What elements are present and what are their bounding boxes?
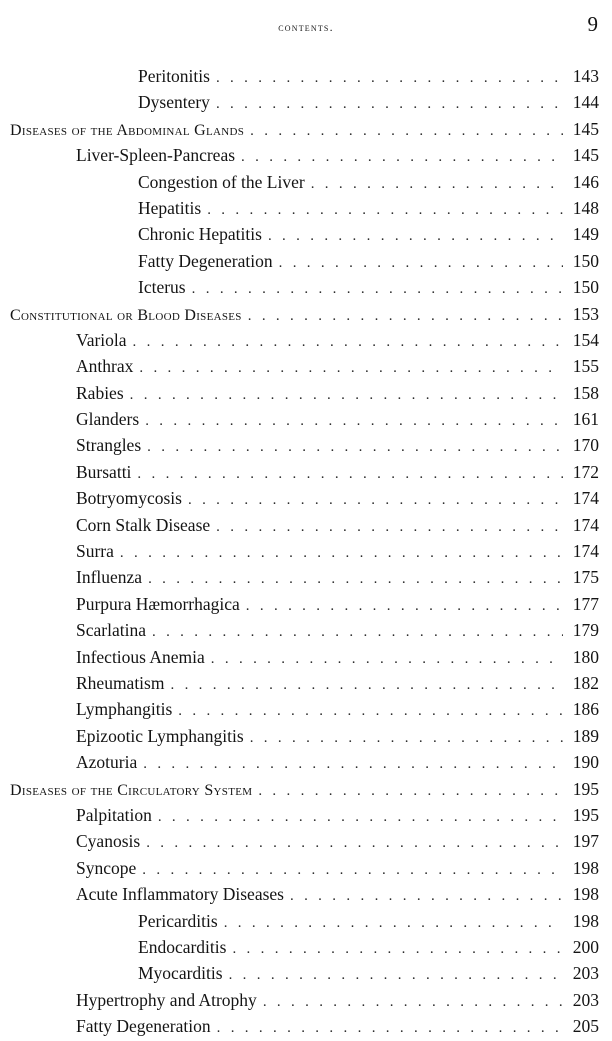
dot-leader xyxy=(178,698,563,724)
dot-leader xyxy=(217,1015,563,1041)
toc-entry xyxy=(0,987,612,1013)
toc-entry-title: Lymphangitis xyxy=(76,699,173,720)
toc-entry-title: Variola xyxy=(76,329,127,350)
toc-entry xyxy=(0,591,612,617)
toc-section-heading xyxy=(0,301,612,327)
toc-entry-title: Bursatti xyxy=(76,461,132,482)
dot-leader xyxy=(137,461,563,487)
toc-entry-title: Influenza xyxy=(76,567,143,588)
toc-entry-page: 190 xyxy=(572,752,599,773)
toc-entry-title: Anthrax xyxy=(76,356,134,377)
toc-entry-title: Icterus xyxy=(138,277,186,298)
toc-entry xyxy=(0,934,612,960)
toc-entry xyxy=(0,169,612,195)
toc-entry-title: Azoturia xyxy=(76,752,138,773)
toc-entry-title: Peritonitis xyxy=(138,66,210,86)
toc-entry-page: 186 xyxy=(572,699,599,720)
dot-leader xyxy=(211,646,563,672)
toc-entry-title: Epizootic Lymphangitis xyxy=(76,725,244,746)
toc-entry-page: 200 xyxy=(572,936,599,957)
toc-entry xyxy=(0,908,612,934)
toc-entry xyxy=(0,881,612,907)
toc-entry xyxy=(0,644,612,670)
toc-entry-page: 161 xyxy=(572,409,599,430)
toc-entry-page: 177 xyxy=(572,593,599,614)
toc-entry-page: 148 xyxy=(572,197,599,218)
toc-entry xyxy=(0,221,612,247)
dot-leader xyxy=(148,566,563,592)
toc-entry-page: 170 xyxy=(572,435,599,456)
toc-entry xyxy=(0,828,612,854)
dot-leader xyxy=(192,276,563,302)
toc-section-heading xyxy=(0,116,612,142)
toc-entry xyxy=(0,380,612,406)
toc-entry-page: 172 xyxy=(572,461,599,482)
dot-leader xyxy=(216,514,563,540)
dot-leader xyxy=(311,171,563,197)
toc-entry-page: 145 xyxy=(572,118,599,139)
toc-entry-page: 150 xyxy=(572,250,599,271)
dot-leader xyxy=(229,962,563,988)
toc-entry-title: Diseases of the Abdominal Glands xyxy=(10,121,245,139)
toc-entry-page: 205 xyxy=(572,1016,599,1037)
dot-leader xyxy=(216,91,563,117)
toc-entry-title: Scarlatina xyxy=(76,620,146,641)
toc-entry-title: Hypertrophy and Atrophy xyxy=(76,989,257,1010)
toc-section-heading xyxy=(0,776,612,802)
toc-entry-title: Rheumatism xyxy=(76,672,165,693)
toc-entry xyxy=(0,749,612,775)
table-of-contents xyxy=(0,63,612,1039)
toc-entry-page: 158 xyxy=(572,382,599,403)
dot-leader xyxy=(248,303,563,329)
toc-entry-page: 195 xyxy=(572,804,599,825)
toc-entry-page: 198 xyxy=(572,857,599,878)
toc-entry-page: 149 xyxy=(572,224,599,245)
toc-entry-title: Strangles xyxy=(76,435,142,456)
toc-entry-page: 197 xyxy=(572,831,599,852)
toc-entry-title: Purpura Hæmorrhagica xyxy=(76,593,240,614)
toc-entry xyxy=(0,353,612,379)
toc-entry xyxy=(0,459,612,485)
toc-entry-title: Botryomycosis xyxy=(76,488,182,509)
dot-leader xyxy=(290,883,563,909)
dot-leader xyxy=(130,382,563,408)
toc-entry-page: 198 xyxy=(572,910,599,931)
toc-entry-title: Palpitation xyxy=(76,804,152,825)
toc-entry-title: Diseases of the Circulatory System xyxy=(10,781,253,799)
dot-leader xyxy=(152,619,563,645)
toc-entry xyxy=(0,696,612,722)
toc-entry xyxy=(0,723,612,749)
dot-leader xyxy=(146,830,563,856)
toc-entry-title: Dysentery xyxy=(138,92,210,113)
dot-leader xyxy=(207,197,563,223)
dot-leader xyxy=(170,672,563,698)
toc-entry-page: 144 xyxy=(572,92,599,113)
dot-leader xyxy=(279,250,563,276)
toc-entry-page: 174 xyxy=(572,488,599,509)
toc-entry-title: Hepatitis xyxy=(138,197,202,218)
toc-entry-page: 174 xyxy=(572,514,599,535)
toc-entry-title: Corn Stalk Disease xyxy=(76,514,211,535)
toc-entry-title: Infectious Anemia xyxy=(76,646,205,667)
toc-entry xyxy=(0,195,612,221)
toc-entry-title: Constitutional or Blood Diseases xyxy=(10,306,242,324)
toc-entry xyxy=(0,802,612,828)
dot-leader xyxy=(232,936,563,962)
toc-entry-page: 155 xyxy=(572,356,599,377)
toc-entry xyxy=(0,248,612,274)
page-number: 9 xyxy=(587,12,598,36)
dot-leader xyxy=(145,408,563,434)
toc-entry-title: Fatty Degeneration xyxy=(76,1016,211,1037)
dot-leader xyxy=(188,487,563,513)
page-header xyxy=(0,12,612,42)
toc-entry xyxy=(0,855,612,881)
running-head: contents. xyxy=(278,20,334,34)
toc-entry xyxy=(0,432,612,458)
toc-entry-title: Endocarditis xyxy=(138,936,227,957)
toc-entry-page: 179 xyxy=(572,620,599,641)
dot-leader xyxy=(142,857,563,883)
dot-leader xyxy=(120,540,563,566)
toc-entry xyxy=(0,406,612,432)
dot-leader xyxy=(263,989,563,1015)
toc-entry-page: 198 xyxy=(572,884,599,905)
toc-entry-page: 143 xyxy=(572,66,599,86)
toc-entry-title: Cyanosis xyxy=(76,831,141,852)
toc-entry xyxy=(0,564,612,590)
toc-entry-title: Pericarditis xyxy=(138,910,218,931)
toc-entry-page: 189 xyxy=(572,725,599,746)
toc-entry-title: Liver-Spleen-Pancreas xyxy=(76,145,236,166)
toc-entry-title: Acute Inflammatory Diseases xyxy=(76,884,284,905)
toc-entry-title: Surra xyxy=(76,541,114,562)
toc-entry xyxy=(0,617,612,643)
toc-entry-title: Chronic Hepatitis xyxy=(138,224,262,245)
toc-entry-page: 145 xyxy=(572,145,599,166)
dot-leader xyxy=(133,329,563,355)
toc-entry-title: Congestion of the Liver xyxy=(138,171,305,192)
toc-entry-page: 180 xyxy=(572,646,599,667)
toc-entry-page: 153 xyxy=(572,303,599,324)
dot-leader xyxy=(258,778,563,804)
toc-entry xyxy=(0,960,612,986)
toc-entry-page: 175 xyxy=(572,567,599,588)
toc-entry-page: 203 xyxy=(572,963,599,984)
toc-entry-page: 150 xyxy=(572,277,599,298)
dot-leader xyxy=(147,434,563,460)
dot-leader xyxy=(158,804,563,830)
toc-entry xyxy=(0,63,612,89)
toc-entry xyxy=(0,538,612,564)
dot-leader xyxy=(143,751,563,777)
toc-entry-title: Myocarditis xyxy=(138,963,223,984)
dot-leader xyxy=(241,144,563,170)
dot-leader xyxy=(139,355,563,381)
dot-leader xyxy=(268,223,563,249)
dot-leader xyxy=(250,725,563,751)
toc-entry-title: Glanders xyxy=(76,409,140,430)
toc-entry xyxy=(0,485,612,511)
toc-entry-page: 146 xyxy=(572,171,599,192)
toc-entry xyxy=(0,142,612,168)
toc-entry-page: 195 xyxy=(572,778,599,799)
toc-entry xyxy=(0,1013,612,1039)
toc-entry-page: 203 xyxy=(572,989,599,1010)
toc-entry xyxy=(0,89,612,115)
toc-entry xyxy=(0,512,612,538)
dot-leader xyxy=(246,593,563,619)
dot-leader xyxy=(216,65,563,91)
toc-entry-title: Rabies xyxy=(76,382,124,403)
toc-entry xyxy=(0,327,612,353)
toc-entry-title: Fatty Degeneration xyxy=(138,250,273,271)
dot-leader xyxy=(224,910,563,936)
toc-entry-page: 154 xyxy=(572,329,599,350)
dot-leader xyxy=(250,118,563,144)
toc-entry xyxy=(0,274,612,300)
toc-entry-title: Syncope xyxy=(76,857,137,878)
toc-entry-page: 174 xyxy=(572,541,599,562)
toc-entry xyxy=(0,670,612,696)
toc-entry-page: 182 xyxy=(572,672,599,693)
